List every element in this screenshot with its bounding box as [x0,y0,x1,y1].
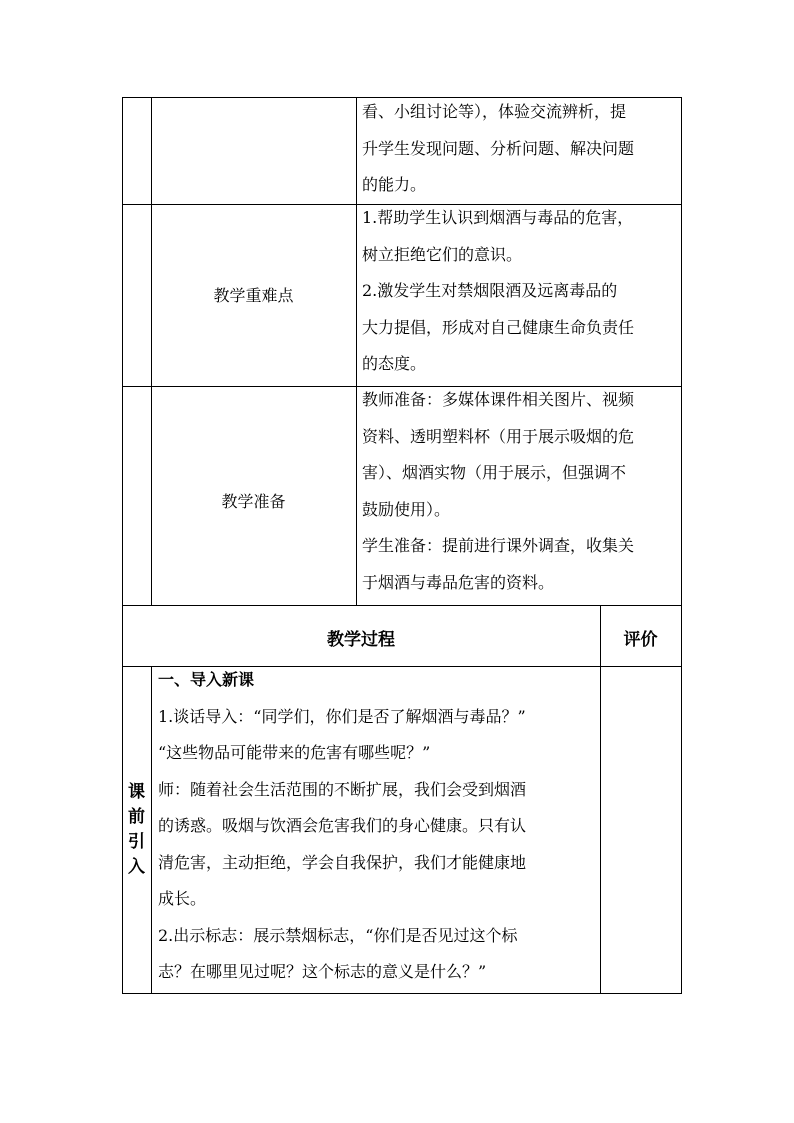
label-char: 引 [128,832,145,852]
text-line: 2.出示标志：展示禁烟标志，“你们是否见过这个标 [158,925,518,945]
text-line: 师：随着社会生活范围的不断扩展，我们会受到烟酒 [158,779,527,799]
table-rule [356,97,357,606]
text-line: 的诱惑。吸烟与饮酒会危害我们的身心健康。只有认 [158,816,527,835]
text-line: 资料、透明塑料杯（用于展示吸烟的危 [362,426,635,446]
text-line: 树立拒绝它们的意识。 [362,244,523,264]
text-line: 于烟酒与毒品危害的资料。 [362,572,555,592]
text-line: 1.帮助学生认识到烟酒与毒品的危害， [362,208,634,227]
text-line: 成长。 [158,889,207,908]
text-line: 看、小组讨论等），体验交流辨析，提 [362,102,627,121]
text-line: 志？在哪里见过呢？这个标志的意义是什么？” [158,962,487,981]
preparation-label: 教学准备 [221,492,286,511]
teaching-process-header: 教学过程 [327,630,395,650]
table-rule [681,97,682,994]
evaluation-header: 评价 [623,630,658,650]
label-char: 前 [128,807,145,827]
evaluation-cell [601,667,681,993]
label-char: 入 [128,857,145,877]
text-line: 2.激发学生对禁烟限酒及远离毒品的 [362,281,618,300]
text-line: “这些物品可能带来的危害有哪些呢？” [158,743,431,762]
preparation-content [362,382,680,601]
table-rule [151,97,152,606]
table-rule [151,666,152,994]
key-points-content [362,200,680,383]
text-line: 1.谈话导入：“同学们，你们是否了解烟酒与毒品？” [158,706,526,726]
section-heading: 一、导入新课 [158,670,255,689]
teaching-goal-continuation [362,94,680,204]
text-line: 升学生发现问题、分析问题、解决问题 [362,138,635,158]
text-line: 的能力。 [362,175,427,194]
text-line: 清危害，主动拒绝，学会自我保护，我们才能健康地 [158,852,527,872]
text-line: 的态度。 [362,354,427,373]
intro-content [158,662,598,991]
text-line: 教师准备：多媒体课件相关图片、视频 [362,390,635,409]
pre-class-intro-label [122,780,151,880]
text-line: 学生准备：提前进行课外调查，收集关 [362,536,635,555]
table-rule [122,605,682,606]
text-line: 大力提倡，形成对自己健康生命负责任 [362,317,635,337]
key-points-label: 教学重难点 [213,286,294,305]
text-line: 鼓励使用）。 [362,499,451,519]
label-char: 课 [128,782,145,802]
table-rule [122,993,682,994]
text-line: 害）、烟酒实物（用于展示，但强调不 [362,463,627,482]
